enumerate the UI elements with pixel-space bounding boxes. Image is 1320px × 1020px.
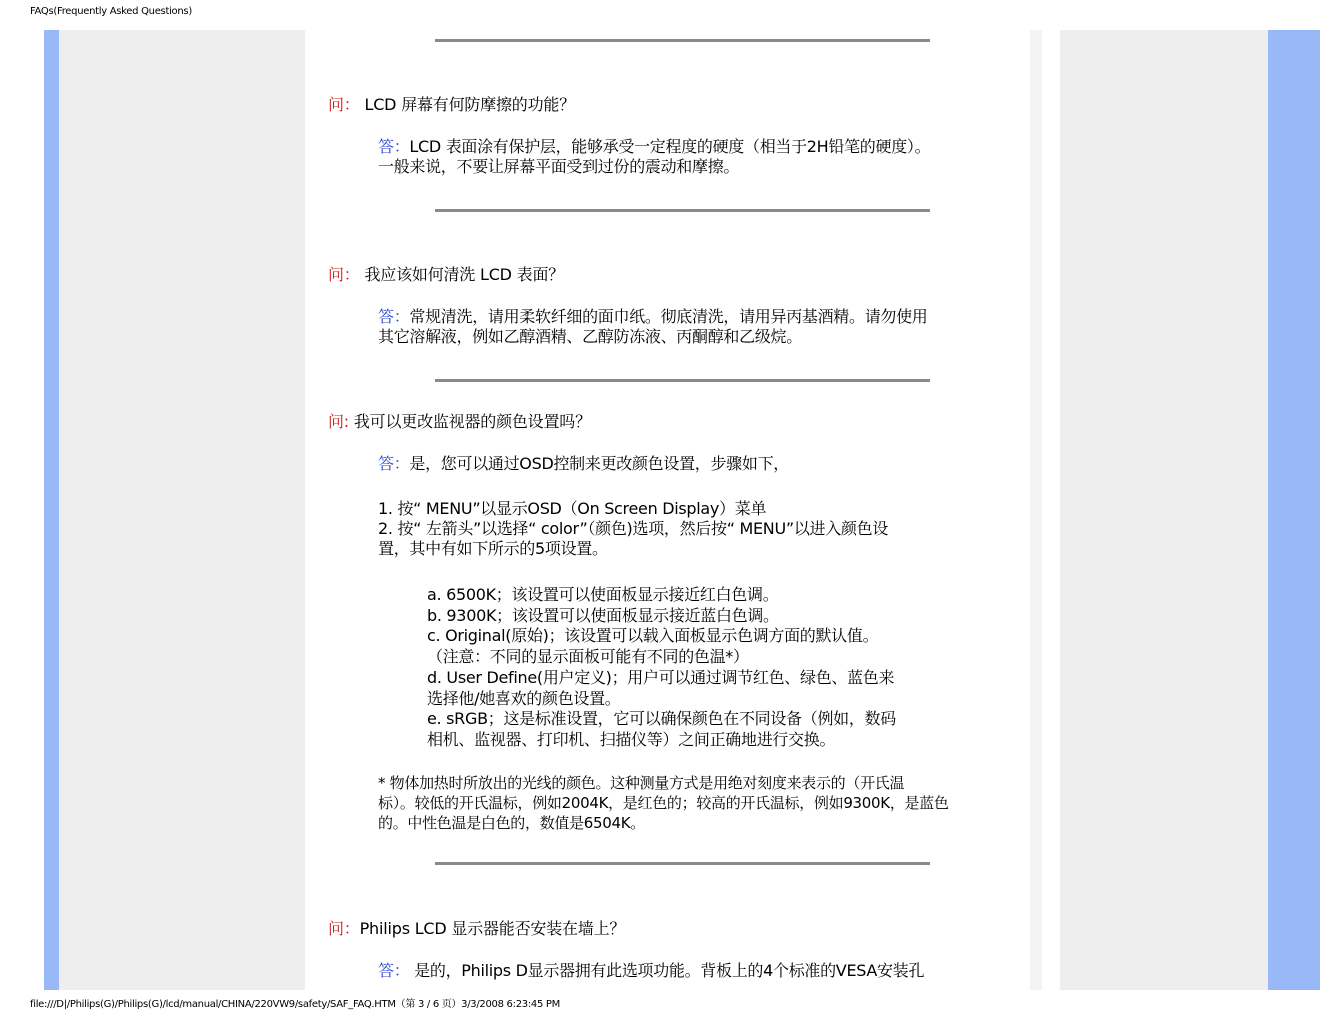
question-text: LCD 屏幕有何防摩擦的功能？ — [359, 95, 575, 114]
question-tag: 问： — [328, 95, 360, 114]
question-text: 我可以更改监视器的颜色设置吗？ — [349, 412, 591, 431]
note-line: 标）。较低的开氏温标，例如2004K，是红色的；较高的开氏温标，例如9300K，是蓝色 — [378, 794, 949, 812]
page-footer-path: file:///D|/Philips(G)/Philips(G)/lcd/manual/CHINA/220VW9/safety/SAF_FAQ.HTM（第 3 / 6 页）3/3/2008 6:23:45 PM — [30, 999, 560, 1010]
right-gray-panel — [1060, 30, 1268, 990]
divider — [435, 209, 930, 212]
page-header-title: FAQs(Frequently Asked Questions) — [30, 6, 192, 17]
question-tag: 问： — [328, 265, 360, 284]
color-options — [427, 585, 967, 751]
note-line: * 物体加热时所放出的光线的颜色。这种测量方式是用绝对刻度来表示的（开氏温 — [378, 774, 905, 792]
question-text: 我应该如何清洗 LCD 表面？ — [359, 265, 565, 284]
answer-line: LCD 表面涂有保护层，能够承受一定程度的硬度（相当于2H铅笔的硬度）。 — [409, 137, 931, 156]
step-item: 2. 按“ 左箭头”以选择“ color”（颜色)选项，然后按“ MENU”以进入颜色设 — [378, 519, 889, 538]
divider — [435, 862, 930, 865]
step-item: 1. 按“ MENU”以显示OSD（On Screen Display）菜单 — [378, 499, 767, 518]
answer-tag: 答： — [378, 307, 410, 326]
option-item: d. User Define(用户定义)；用户可以通过调节红色、绿色、蓝色来 — [427, 667, 895, 687]
question-tag: 问： — [328, 919, 360, 938]
answer-line: 一般来说，不要让屏幕平面受到过份的震动和摩擦。 — [378, 157, 740, 176]
left-blue-border — [44, 30, 59, 990]
answer-tag: 答： — [378, 454, 410, 473]
option-item: 相机、监视器、打印机、扫描仪等）之间正确地进行交换。 — [427, 729, 836, 749]
question-tag: 问: — [328, 412, 349, 431]
question-text: Philips LCD 显示器能否安装在墙上？ — [359, 919, 626, 938]
answer-scratch-protection — [378, 137, 998, 177]
option-item: （注意：不同的显示面板可能有不同的色温*） — [427, 647, 749, 667]
answer-tag: 答： — [378, 961, 410, 980]
answer-line: 其它溶解液，例如乙醇酒精、乙醇防冻液、丙酮醇和乙级烷。 — [378, 327, 802, 346]
note-line: 的。中性色温是白色的，数值是6504K。 — [378, 814, 646, 832]
answer-line: 常规清洗，请用柔软纤细的面巾纸。彻底清洗，请用异丙基酒精。请勿使用 — [409, 307, 928, 326]
step-item: 置，其中有如下所示的5项设置。 — [378, 539, 608, 558]
option-item: e. sRGB；这是标准设置，它可以确保颜色在不同设备（例如，数码 — [427, 709, 896, 729]
answer-line: 是的，Philips D显示器拥有此选项功能。背板上的4个标准的VESA安装孔 — [409, 961, 925, 980]
answer-wall-mount — [378, 961, 998, 981]
option-item: a. 6500K；该设置可以使面板显示接近红白色调。 — [427, 585, 779, 604]
divider — [435, 379, 930, 382]
question-scratch-protection — [328, 92, 575, 115]
answer-tag: 答： — [378, 137, 410, 156]
left-gray-panel — [59, 30, 305, 990]
color-steps — [378, 499, 998, 559]
question-wall-mount — [328, 916, 625, 939]
color-temperature-note — [378, 773, 998, 833]
option-item: c. Original(原始)；该设置可以载入面板显示色调方面的默认值。 — [427, 626, 879, 646]
option-item: b. 9300K；该设置可以使面板显示接近蓝白色调。 — [427, 605, 779, 625]
right-blue-border — [1268, 30, 1320, 990]
option-item: 选择他/她喜欢的颜色设置。 — [427, 688, 621, 708]
answer-cleaning — [378, 307, 998, 347]
answer-line: 是，您可以通过OSD控制来更改颜色设置，步骤如下， — [409, 454, 789, 473]
divider — [435, 39, 930, 42]
content-right-margin — [1030, 30, 1042, 990]
question-cleaning — [328, 262, 564, 285]
faq-content — [305, 30, 1030, 990]
answer-color-settings — [378, 454, 998, 474]
question-color-settings — [328, 409, 591, 432]
